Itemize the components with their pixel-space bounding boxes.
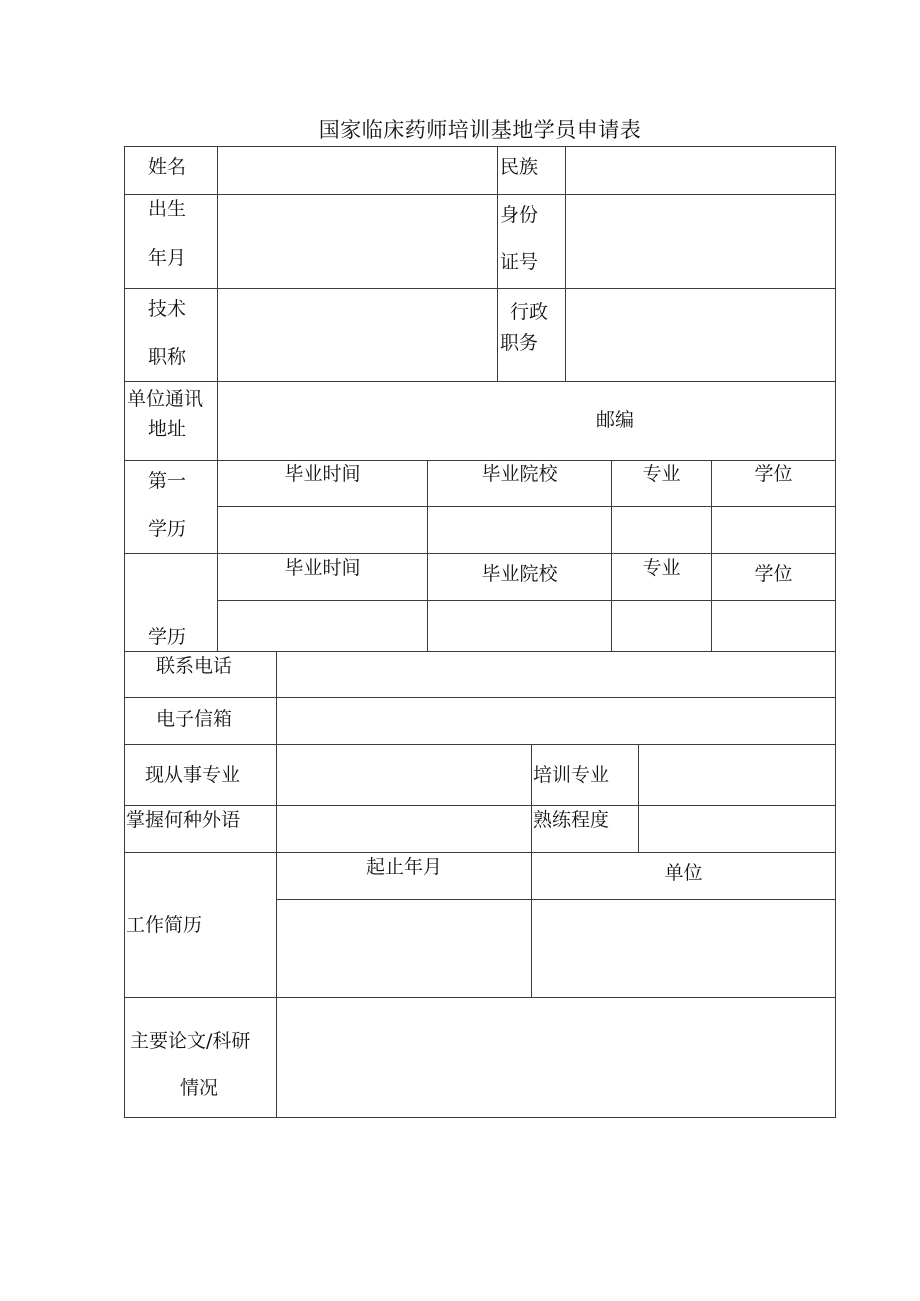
ethnicity-input[interactable] <box>565 146 836 195</box>
postcode-label: 邮编 <box>596 409 635 431</box>
form-title: 国家临床药师培训基地学员申请表 <box>318 118 642 142</box>
edu1-time-input[interactable] <box>217 506 428 554</box>
work-header-unit-text: 单位 <box>664 862 703 884</box>
phone-input[interactable] <box>276 651 836 698</box>
first-edu-label-line2: 学历 <box>148 518 187 540</box>
edu2-degree-input[interactable] <box>711 600 836 652</box>
proficiency-label: 熟练程度 <box>533 809 610 831</box>
edu1-header-time-text: 毕业时间 <box>284 463 361 485</box>
tech-title-label-line2: 职称 <box>148 346 187 368</box>
training-major-label: 培训专业 <box>533 764 610 786</box>
work-unit-input[interactable] <box>531 899 836 998</box>
first-edu-label-line1: 第一 <box>148 470 187 492</box>
admin-position-label-line1: 行政 <box>510 301 549 323</box>
work-history-label: 工作简历 <box>126 914 203 936</box>
edu1-header-major-text: 专业 <box>642 463 681 485</box>
papers-label-line1: 主要论文/科研 <box>130 1030 251 1052</box>
edu2-label: 学历 <box>148 626 187 648</box>
birth-label-line1: 出生 <box>148 198 187 220</box>
edu1-header-school-text: 毕业院校 <box>481 463 558 485</box>
admin-position-input[interactable] <box>565 288 836 382</box>
current-major-label: 现从事专业 <box>145 764 241 786</box>
admin-position-label-line2: 职务 <box>500 332 539 354</box>
name-label: 姓名 <box>148 156 187 178</box>
edu2-header-degree-text: 学位 <box>754 563 793 585</box>
edu1-degree-input[interactable] <box>711 506 836 554</box>
edu2-school-input[interactable] <box>427 600 612 652</box>
address-label-line1: 单位通讯 <box>127 388 204 410</box>
work-period-input[interactable] <box>276 899 532 998</box>
name-input[interactable] <box>217 146 498 195</box>
edu2-major-input[interactable] <box>611 600 712 652</box>
birth-input[interactable] <box>217 194 498 289</box>
phone-label: 联系电话 <box>156 655 233 677</box>
id-number-input[interactable] <box>565 194 836 289</box>
current-major-input[interactable] <box>276 744 532 806</box>
address-input[interactable] <box>217 381 836 461</box>
edu1-school-input[interactable] <box>427 506 612 554</box>
edu1-header-degree-text: 学位 <box>754 463 793 485</box>
edu2-header-major-text: 专业 <box>642 557 681 579</box>
tech-title-label-line1: 技术 <box>148 298 187 320</box>
language-input[interactable] <box>276 805 532 853</box>
id-label-line2: 证号 <box>500 251 539 273</box>
address-label-line2: 地址 <box>148 418 187 440</box>
edu2-time-input[interactable] <box>217 600 428 652</box>
language-label: 掌握何种外语 <box>126 809 241 831</box>
edu2-header-time-text: 毕业时间 <box>284 557 361 579</box>
proficiency-input[interactable] <box>638 805 836 853</box>
edu1-major-input[interactable] <box>611 506 712 554</box>
papers-input[interactable] <box>276 997 836 1118</box>
id-label-line1: 身份 <box>500 204 539 226</box>
email-input[interactable] <box>276 697 836 745</box>
birth-label-line2: 年月 <box>148 247 187 269</box>
work-header-period-text: 起止年月 <box>365 856 442 878</box>
email-label: 电子信箱 <box>156 708 233 730</box>
papers-label-line2: 情况 <box>180 1077 219 1099</box>
training-major-input[interactable] <box>638 744 836 806</box>
ethnicity-label: 民族 <box>500 156 539 178</box>
tech-title-input[interactable] <box>217 288 498 382</box>
edu2-header-school-text: 毕业院校 <box>481 563 558 585</box>
